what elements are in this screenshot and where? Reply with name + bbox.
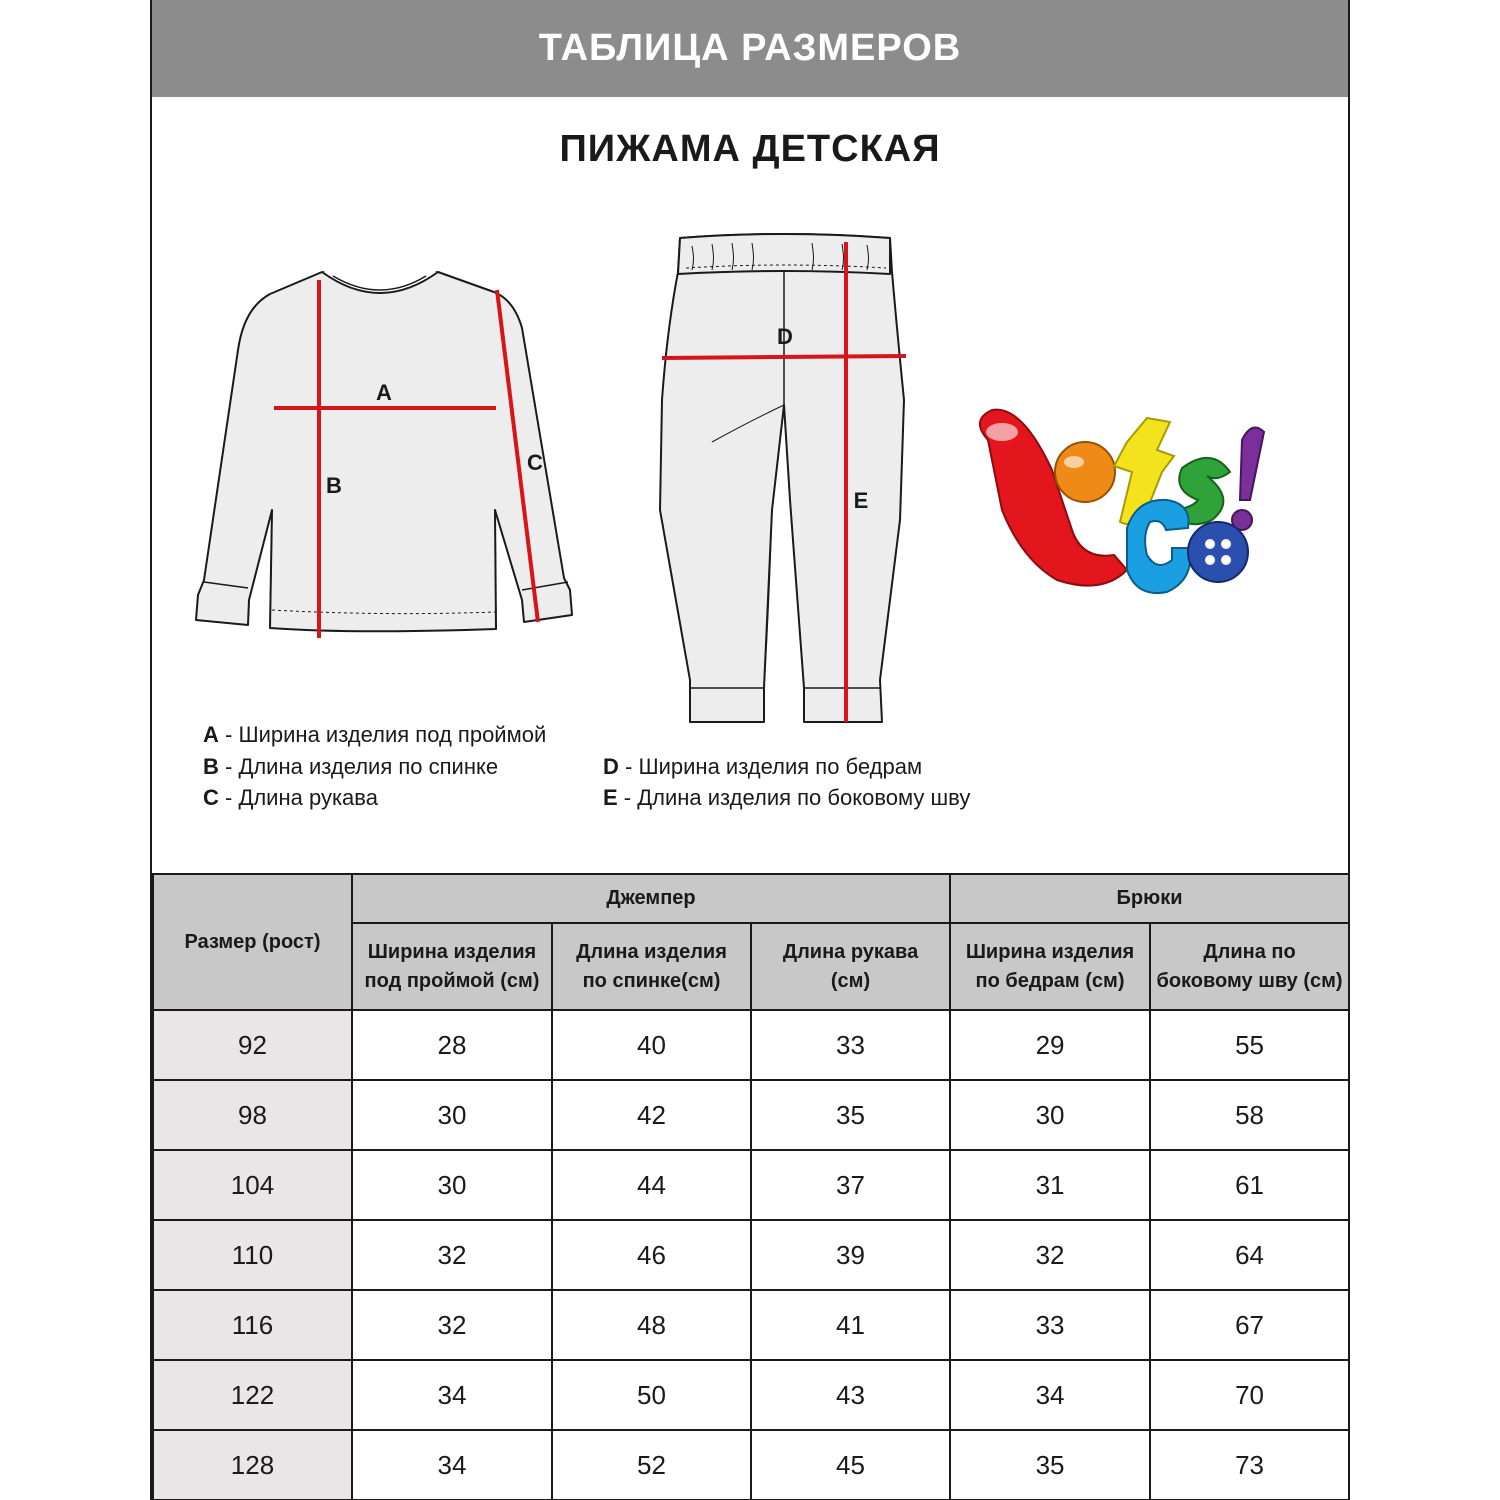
- table-cell: 42: [552, 1080, 751, 1150]
- table-cell: 33: [950, 1290, 1150, 1360]
- label-a: A: [376, 380, 392, 405]
- legend-item-c: C - Длина рукава: [203, 785, 378, 810]
- table-row: [153, 1010, 1349, 1080]
- table-cell: 33: [751, 1010, 950, 1080]
- size-cell: 128: [153, 1430, 352, 1500]
- table-cell: 32: [352, 1220, 552, 1290]
- table-cell: 35: [950, 1430, 1150, 1500]
- table-cell: 34: [352, 1430, 552, 1500]
- column-header: Ширина изделия под проймой (см): [352, 923, 552, 1010]
- table-cell: 35: [751, 1080, 950, 1150]
- column-header: Длина рукава (см): [751, 923, 950, 1010]
- size-cell: 98: [153, 1080, 352, 1150]
- table-cell: 41: [751, 1290, 950, 1360]
- size-table-body: [153, 1010, 1349, 1500]
- label-d: D: [777, 324, 793, 349]
- legend-item-d: D - Ширина изделия по бедрам: [603, 754, 923, 779]
- table-cell: 46: [552, 1220, 751, 1290]
- legend-item-b: B - Длина изделия по спинке: [203, 754, 499, 779]
- garment-drawings: [152, 210, 1348, 730]
- table-cell: 61: [1150, 1150, 1349, 1220]
- size-cell: 122: [153, 1360, 352, 1430]
- page-title: ТАБЛИЦА РАЗМЕРОВ: [538, 27, 962, 69]
- label-b: B: [326, 473, 342, 498]
- table-row: [153, 1220, 1349, 1290]
- table-row: [153, 1430, 1349, 1500]
- table-cell: 45: [751, 1430, 950, 1500]
- column-header: Длина изделия по спинке(см): [552, 923, 751, 1010]
- legend-item-a: A - Ширина изделия под проймой: [203, 722, 547, 747]
- table-cell: 64: [1150, 1220, 1349, 1290]
- label-c: C: [527, 450, 543, 475]
- header-band: [152, 0, 1348, 97]
- pants-drawing: [660, 234, 904, 722]
- product-title: ПИЖАМА ДЕТСКАЯ: [559, 128, 941, 170]
- column-header: Длина по боковому шву (см): [1150, 923, 1349, 1010]
- table-cell: 39: [751, 1220, 950, 1290]
- lets-go-logo: [980, 410, 1264, 593]
- table-cell: 29: [950, 1010, 1150, 1080]
- table-cell: 40: [552, 1010, 751, 1080]
- table-cell: 70: [1150, 1360, 1349, 1430]
- label-e: E: [853, 488, 869, 513]
- legend-item-e: E - Длина изделия по боковому шву: [603, 785, 971, 810]
- table-cell: 55: [1150, 1010, 1349, 1080]
- table-cell: 30: [352, 1080, 552, 1150]
- measurement-diagram: [152, 210, 1348, 730]
- size-cell: 116: [153, 1290, 352, 1360]
- table-cell: 44: [552, 1150, 751, 1220]
- size-cell: 92: [153, 1010, 352, 1080]
- table-cell: 30: [352, 1150, 552, 1220]
- table-cell: 50: [552, 1360, 751, 1430]
- table-cell: 28: [352, 1010, 552, 1080]
- table-cell: 31: [950, 1150, 1150, 1220]
- pants-group-header: Брюки: [950, 874, 1349, 923]
- size-column-header: Размер (рост): [153, 874, 352, 1010]
- table-cell: 34: [950, 1360, 1150, 1430]
- size-cell: 104: [153, 1150, 352, 1220]
- size-table: [152, 873, 1350, 1500]
- table-cell: 58: [1150, 1080, 1349, 1150]
- table-row: [153, 1080, 1349, 1150]
- table-row: [153, 1290, 1349, 1360]
- table-cell: 48: [552, 1290, 751, 1360]
- table-cell: 67: [1150, 1290, 1349, 1360]
- jumper-group-header: Джемпер: [352, 874, 950, 923]
- table-cell: 73: [1150, 1430, 1349, 1500]
- table-cell: 34: [352, 1360, 552, 1430]
- table-cell: 30: [950, 1080, 1150, 1150]
- measure-line-d: [662, 356, 906, 358]
- table-cell: 52: [552, 1430, 751, 1500]
- table-cell: 37: [751, 1150, 950, 1220]
- table-row: [153, 1360, 1349, 1430]
- table-row: [153, 1150, 1349, 1220]
- column-header: Ширина изделия по бедрам (см): [950, 923, 1150, 1010]
- table-cell: 32: [950, 1220, 1150, 1290]
- size-cell: 110: [153, 1220, 352, 1290]
- table-cell: 32: [352, 1290, 552, 1360]
- table-cell: 43: [751, 1360, 950, 1430]
